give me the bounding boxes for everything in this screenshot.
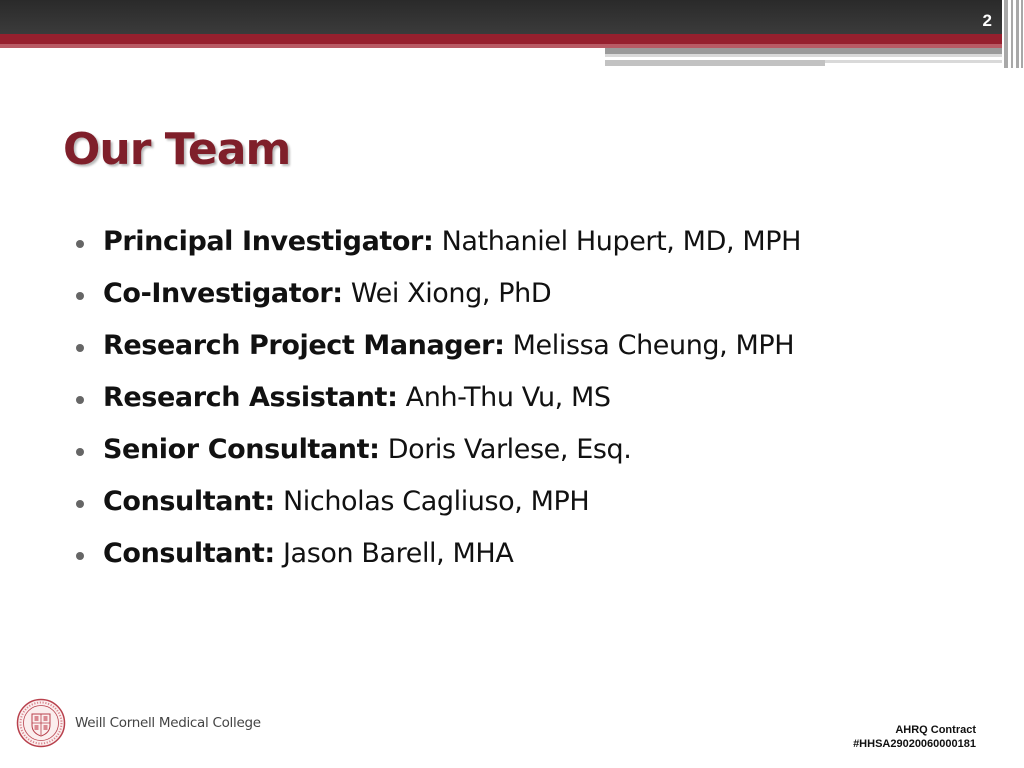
team-member-name: Melissa Cheung, MPH — [512, 330, 795, 361]
list-item — [76, 220, 801, 272]
decorative-grey-line — [825, 60, 1010, 63]
list-item — [76, 272, 801, 324]
team-member-name: Doris Varlese, Esq. — [387, 434, 632, 465]
team-member-name: Nathaniel Hupert, MD, MPH — [441, 226, 802, 257]
contract-label: AHRQ Contract — [895, 724, 976, 736]
top-bar — [0, 0, 1024, 34]
bullet-dot-icon — [76, 552, 84, 560]
team-role: Co-Investigator: — [103, 278, 343, 309]
cornell-seal-icon — [16, 698, 66, 748]
decorative-grey-line — [605, 54, 1010, 57]
bullet-dot-icon — [76, 396, 84, 404]
decorative-right-edge — [1002, 0, 1024, 68]
team-member-name: Wei Xiong, PhD — [350, 278, 552, 309]
team-role: Consultant: — [103, 486, 275, 517]
team-member-name: Anh-Thu Vu, MS — [405, 382, 611, 413]
team-role: Principal Investigator: — [103, 226, 434, 257]
list-item — [76, 324, 801, 376]
list-item — [76, 428, 801, 480]
bullet-dot-icon — [76, 292, 84, 300]
list-item — [76, 376, 801, 428]
contract-number — [853, 723, 976, 751]
institution-name: Weill Cornell Medical College — [75, 715, 261, 731]
team-member-name: Jason Barell, MHA — [282, 538, 514, 569]
top-maroon-band — [0, 34, 1010, 44]
list-item — [76, 480, 801, 532]
list-item — [76, 532, 801, 584]
bullet-dot-icon — [76, 240, 84, 248]
team-role: Research Assistant: — [103, 382, 398, 413]
bullet-dot-icon — [76, 500, 84, 508]
contract-id: #HHSA29020060000181 — [853, 738, 976, 750]
slide-number: 2 — [982, 11, 992, 30]
slide-title: Our Team — [63, 124, 291, 175]
institution-logo — [16, 698, 261, 748]
team-role: Research Project Manager: — [103, 330, 505, 361]
team-list — [76, 220, 801, 584]
team-role: Senior Consultant: — [103, 434, 380, 465]
decorative-grey-bar — [605, 60, 825, 66]
team-member-name: Nicholas Cagliuso, MPH — [282, 486, 590, 517]
bullet-dot-icon — [76, 448, 84, 456]
bullet-dot-icon — [76, 344, 84, 352]
team-role: Consultant: — [103, 538, 275, 569]
